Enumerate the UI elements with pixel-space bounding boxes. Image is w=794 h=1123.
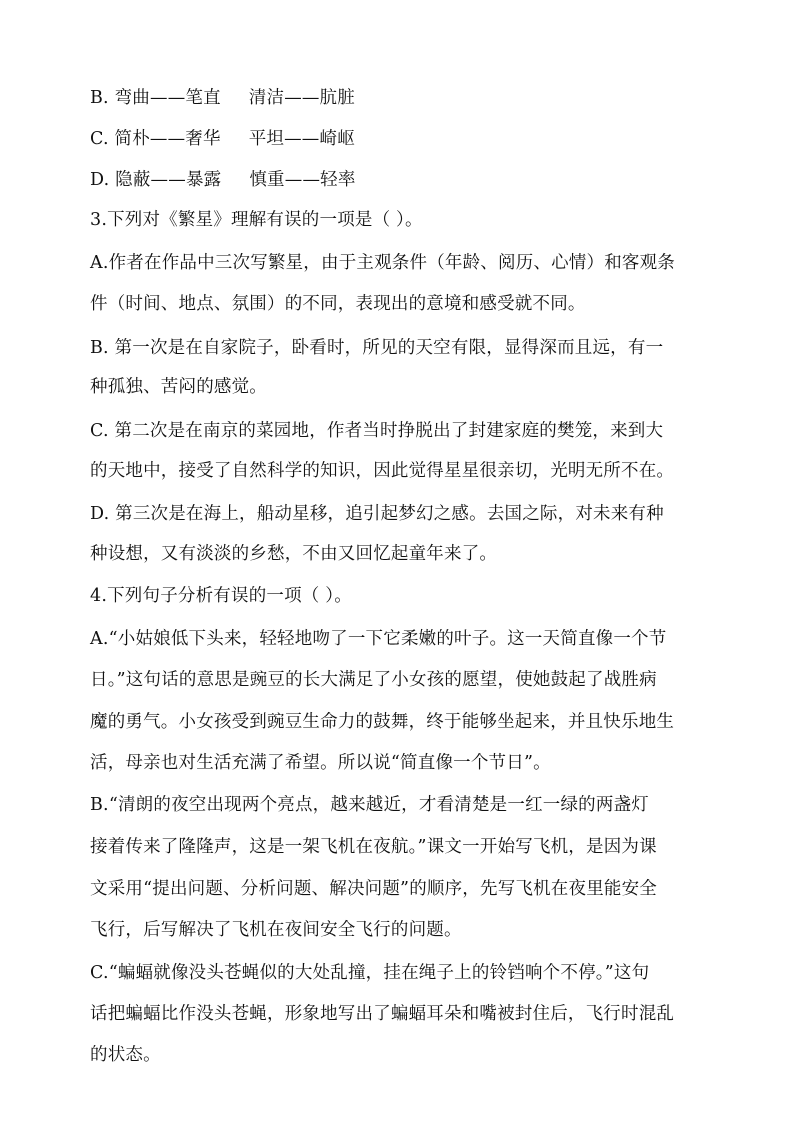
q3-text-line: 种孤独、苦闷的感觉。 — [90, 377, 267, 397]
q3-text-line: 种设想，又有淡淡的乡愁，不由又回忆起童年来了。 — [90, 544, 498, 564]
option-label: D. — [90, 170, 110, 190]
q2-option-d — [90, 168, 710, 192]
word-pair: 简朴——奢华 — [114, 129, 221, 149]
q4-text-line: 飞行，后写解决了飞机在夜间安全飞行的问题。 — [90, 920, 462, 940]
q3-text-line: 件（时间、地点、氛围）的不同，表现出的意境和感受就不同。 — [90, 294, 586, 314]
option-label: B. — [90, 88, 109, 108]
q4-text-line: 话把蝙蝠比作没头苍蝇，形象地写出了蝙蝠耳朵和嘴被封住后，飞行时混乱 — [90, 1004, 675, 1024]
q3-text-line: D. 第三次是在海上，船动星移，追引起梦幻之感。去国之际，对未来有种 — [90, 504, 664, 524]
q4-text-line: 日。”这句话的意思是豌豆的长大满足了小女孩的愿望，使她鼓起了战胜病 — [90, 670, 657, 690]
q2-option-c — [90, 127, 710, 151]
q2-option-b — [90, 86, 710, 110]
q4-text-line: 接着传来了隆隆声，这是一架飞机在夜航。”课文一开始写飞机，是因为课 — [90, 837, 657, 857]
q4-text-line: A.“小姑娘低下头来，轻轻地吻了一下它柔嫩的叶子。这一天简直像一个节 — [90, 629, 667, 649]
word-pair: 隐蔽——暴露 — [115, 170, 222, 190]
q4-text-line: B.“清朗的夜空出现两个亮点，越来越近，才看清楚是一红一绿的两盏灯 — [90, 795, 649, 815]
q3-text-line: B. 第一次是在自家院子，卧看时，所见的天空有限，显得深而且远，有一 — [90, 338, 664, 358]
q4-text-line: 魔的勇气。小女孩受到豌豆生命力的鼓舞，终于能够坐起来，并且快乐地生 — [90, 712, 675, 732]
word-pair: 平坦——崎岖 — [248, 129, 355, 149]
q3-text-line: 的天地中，接受了自然科学的知识，因此觉得星星很亲切，光明无所不在。 — [90, 461, 675, 481]
word-pair: 弯曲——笔直 — [114, 88, 221, 108]
option-label: C. — [90, 129, 109, 149]
q4-text-line: 的状态。 — [90, 1045, 161, 1065]
q3-text-line: A.作者在作品中三次写繁星，由于主观条件（年龄、阅历、心情）和客观条 — [90, 253, 675, 273]
q4-text-line: 活，母亲也对生活充满了希望。所以说“简直像一个节日”。 — [90, 753, 551, 773]
q3-text-line: C. 第二次是在南京的菜园地，作者当时挣脱出了封建家庭的樊笼，来到大 — [90, 421, 664, 441]
word-pair: 清洁——肮脏 — [248, 88, 355, 108]
word-pair: 慎重——轻率 — [249, 170, 356, 190]
q4-stem: 4.下列句子分析有误的一项（ ）。 — [90, 586, 352, 606]
q3-stem: 3.下列对《繁星》理解有误的一项是（ ）。 — [90, 210, 423, 230]
q4-text-line: 文采用“提出问题、分析问题、解决问题”的顺序，先写飞机在夜里能安全 — [90, 879, 657, 899]
q4-text-line: C.“蝙蝠就像没头苍蝇似的大处乱撞，挂在绳子上的铃铛响个不停。”这句 — [90, 963, 650, 983]
